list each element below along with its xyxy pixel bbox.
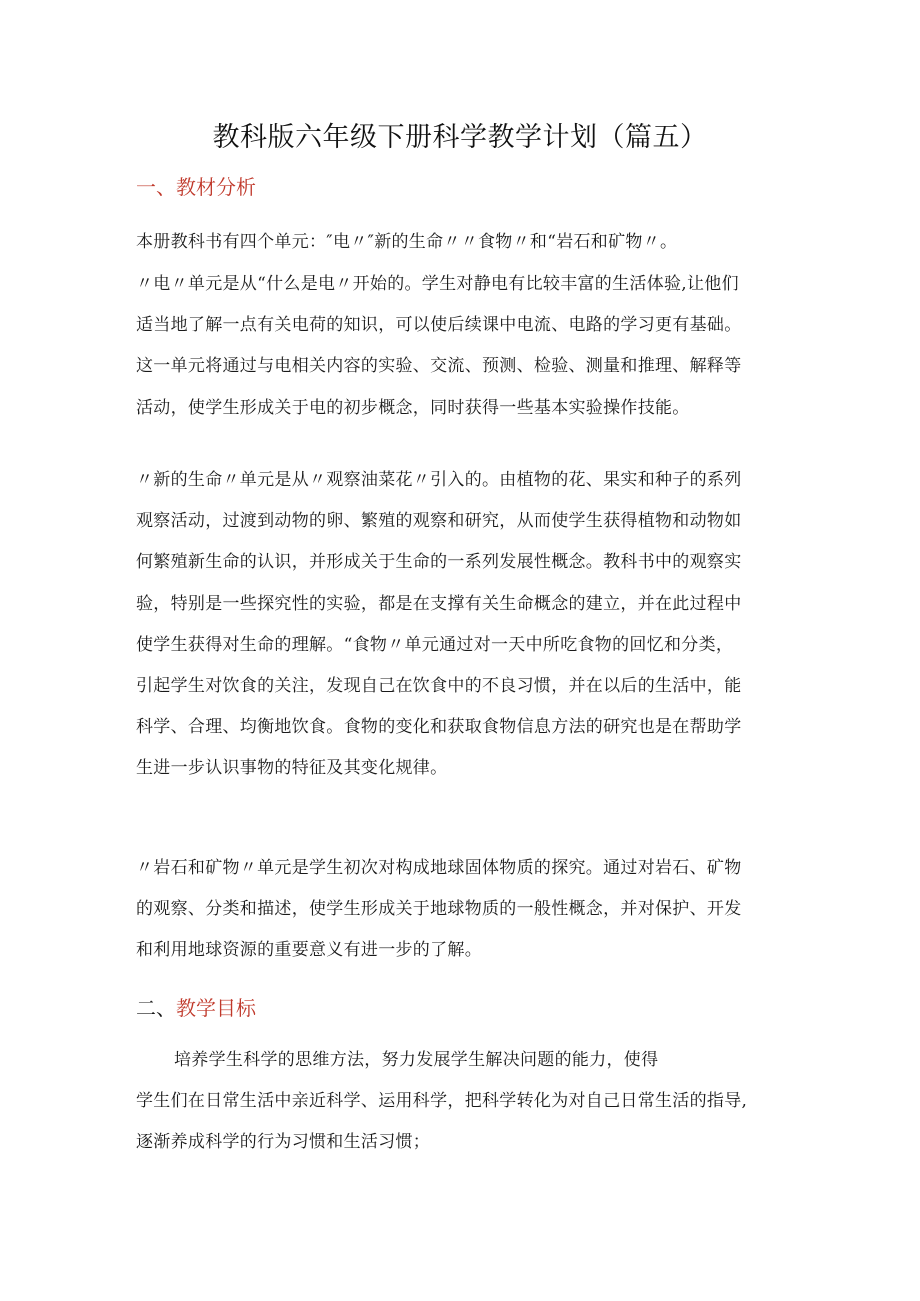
text-line: 本册教科书有四个单元：″电〃″新的生命〃〃食物〃和“岩石和矿物〃。 bbox=[136, 232, 678, 252]
text-line: 科学、合理、均衡地饮食。食物的变化和获取食物信息方法的研究也是在帮助学 bbox=[136, 717, 742, 738]
section-title: 教学目标 bbox=[176, 996, 256, 1020]
paragraph-electricity-unit bbox=[136, 264, 796, 429]
text-line: 使学生获得对生命的理解。“食物〃单元通过对一天中所吃食物的回忆和分类， bbox=[136, 634, 734, 655]
paragraph-new-life-unit bbox=[136, 460, 796, 790]
text-line: 观察活动，过渡到动物的卵、繁殖的观察和研究，从而使学生获得植物和动物如 bbox=[136, 511, 742, 532]
text-line: 的观察、分类和描述，使学生形成关于地球物质的一般性概念，并对保护、开发 bbox=[136, 899, 742, 920]
section-title: 教材分析 bbox=[176, 175, 256, 199]
document-title: 教科版六年级下册科学教学计划（篇五） bbox=[212, 122, 708, 153]
text-line: 活动，使学生形成关于电的初步概念，同时获得一些基本实验操作技能。 bbox=[136, 397, 690, 418]
paragraph-intro bbox=[136, 222, 796, 263]
text-line: 〃岩石和矿物〃单元是学生初次对构成地球固体物质的探究。通过对岩石、矿物 bbox=[136, 858, 742, 878]
paragraph-teaching-goals bbox=[136, 1040, 796, 1164]
section-heading-materials bbox=[136, 172, 256, 202]
section-heading-teaching-goals bbox=[136, 993, 256, 1023]
paragraph-rocks-minerals-unit bbox=[136, 848, 796, 972]
text-line: 〃电〃单元是从“什么是电〃开始的。学生对静电有比较丰富的生活体验,让他们 bbox=[136, 274, 739, 294]
text-line: 这一单元将通过与电相关内容的实验、交流、预测、检验、测量和推理、解释等 bbox=[136, 356, 742, 377]
section-number: 一、 bbox=[136, 175, 176, 199]
section-number: 二、 bbox=[136, 996, 176, 1020]
text-line: 培养学生科学的思维方法，努力发展学生解决问题的能力，使得 bbox=[174, 1050, 659, 1070]
text-line: 何繁殖新生命的认识，并形成关于生命的一系列发展性概念。教科书中的观察实 bbox=[136, 552, 742, 573]
text-line: 生进一步认识事物的特征及其变化规律。 bbox=[136, 758, 448, 779]
text-line: 引起学生对饮食的关注，发现自己在饮食中的不良习惯，并在以后的生活中，能 bbox=[136, 676, 742, 697]
text-line: 和利用地球资源的重要意义有进一步的了解。 bbox=[136, 940, 482, 961]
text-line: 学生们在日常生活中亲近科学、运用科学，把科学转化为对自己日常生活的指导, bbox=[136, 1091, 748, 1112]
text-line: 适当地了解一点有关电荷的知识，可以使后续课中电流、电路的学习更有基础。 bbox=[136, 315, 742, 336]
text-line: 逐渐养成科学的行为习惯和生活习惯； bbox=[136, 1132, 431, 1153]
text-line: 验，特别是一些探究性的实验，都是在支撑有关生命概念的建立，并在此过程中 bbox=[136, 593, 742, 614]
text-line: 〃新的生命〃单元是从〃观察油菜花〃引入的。由植物的花、果实和种子的系列 bbox=[136, 470, 742, 490]
